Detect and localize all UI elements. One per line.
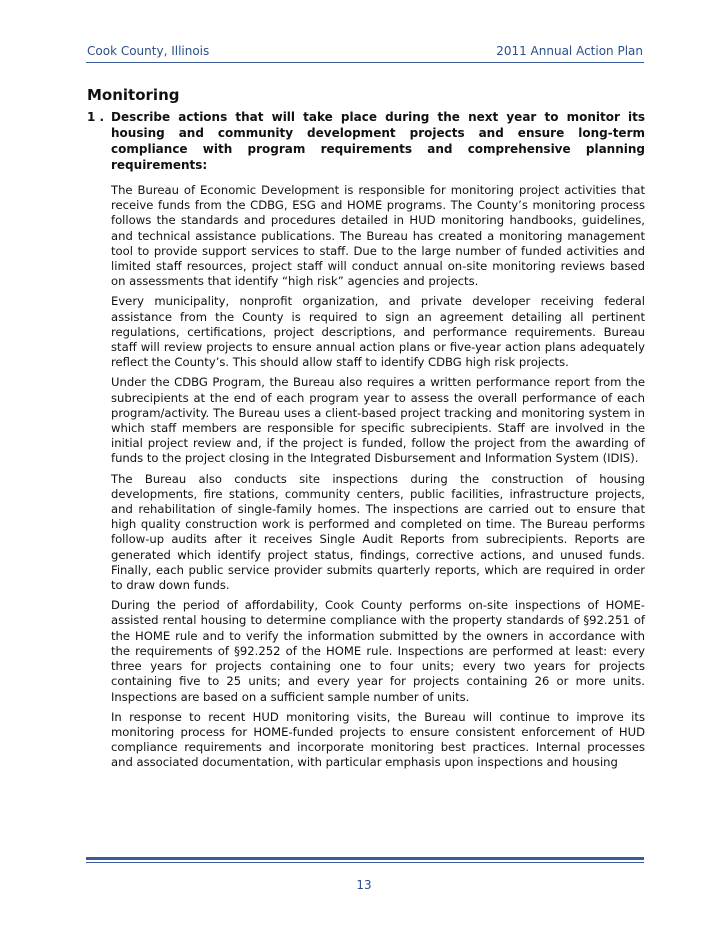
paragraph-cdbg-reporting: Under the CDBG Program, the Bureau also requires a written performance report from the subrecipients at the end of each program year to assess the overall performance of each program/activity. The Bureau uses a client-based project tracking and monitoring system in which staff members are responsible for specific subrecipients. Staff are involved in the initial project review and, if the project is funded, follow the project from the awarding of funds to the project closing in the Integrated Disbursement and Information System (IDIS).: [111, 375, 645, 466]
question-number: 1 .: [87, 110, 105, 124]
paragraph-site-inspections: The Bureau also conducts site inspections during the construction of housing developments, fire stations, community centers, public facilities, infrastructure projects, and rehabilitation of single-family homes. The inspections are carried out to ensure that high quality construction work is performed and completed on time. The Bureau performs follow-up audits after it receives Single Audit Reports from subrecipients. Reports are generated which identify project status, findings, corrective actions, and unused funds. Finally, each public service provider submits quarterly reports, which are required in order to draw down funds.: [111, 471, 645, 593]
header-divider: [86, 62, 644, 63]
footer-divider-thin: [86, 862, 644, 863]
paragraph-agreements: Every municipality, nonprofit organization, and private developer receiving federal assistance from the County is required to sign an agreement detailing all pertinent regulations, certifications, project descriptions, and performance requirements. Bureau staff will review projects to ensure annual action plans or five-year action plans adequately reflect the County’s. This should allow staff to identify CDBG high risk projects.: [111, 294, 645, 370]
header-organization: Cook County, Illinois: [87, 44, 210, 58]
paragraph-home-inspections: During the period of affordability, Cook County performs on-site inspections of HOME-assisted rental housing to determine compliance with the property standards of §92.251 of the HOME rule and to verify the information submitted by the owners in accordance with the requirements of §92.252 of the HOME rule. Inspections are performed at least: every three years for projects containing one to four units; every two years for projects containing five to 25 units; and every year for projects containing 26 or more units. Inspections are based on a sufficient sample number of units.: [111, 598, 645, 704]
page-number: 13: [356, 878, 372, 892]
footer-divider-thick: [86, 857, 644, 860]
section-title: Monitoring: [87, 86, 180, 104]
body-text: [111, 183, 645, 776]
question-block: [87, 109, 645, 173]
paragraph-process-improvement: In response to recent HUD monitoring visits, the Bureau will continue to improve its monitoring process for HOME-funded projects to ensure consistent enforcement of HUD compliance requirements and incorporate monitoring best practices. Internal processes and associated documentation, with particular emphasis upon inspections and housing: [111, 709, 645, 770]
page-header: [87, 44, 643, 58]
question-text: Describe actions that will take place during the next year to monitor its housing and community development projects and ensure long-term compliance with program requirements and comprehensive planning requirements:: [111, 110, 645, 172]
paragraph-oversight: The Bureau of Economic Development is responsible for monitoring project activities that receive funds from the CDBG, ESG and HOME programs. The County’s monitoring process follows the standards and procedures detailed in HUD monitoring handbooks, guidelines, and technical assistance publications. The Bureau has created a monitoring management tool to provide support services to staff. Due to the large number of funded activities and limited staff resources, project staff will conduct annual on-site monitoring reviews based on assessments that identify “high risk” agencies and projects.: [111, 183, 645, 289]
header-document-title: 2011 Annual Action Plan: [496, 44, 643, 58]
